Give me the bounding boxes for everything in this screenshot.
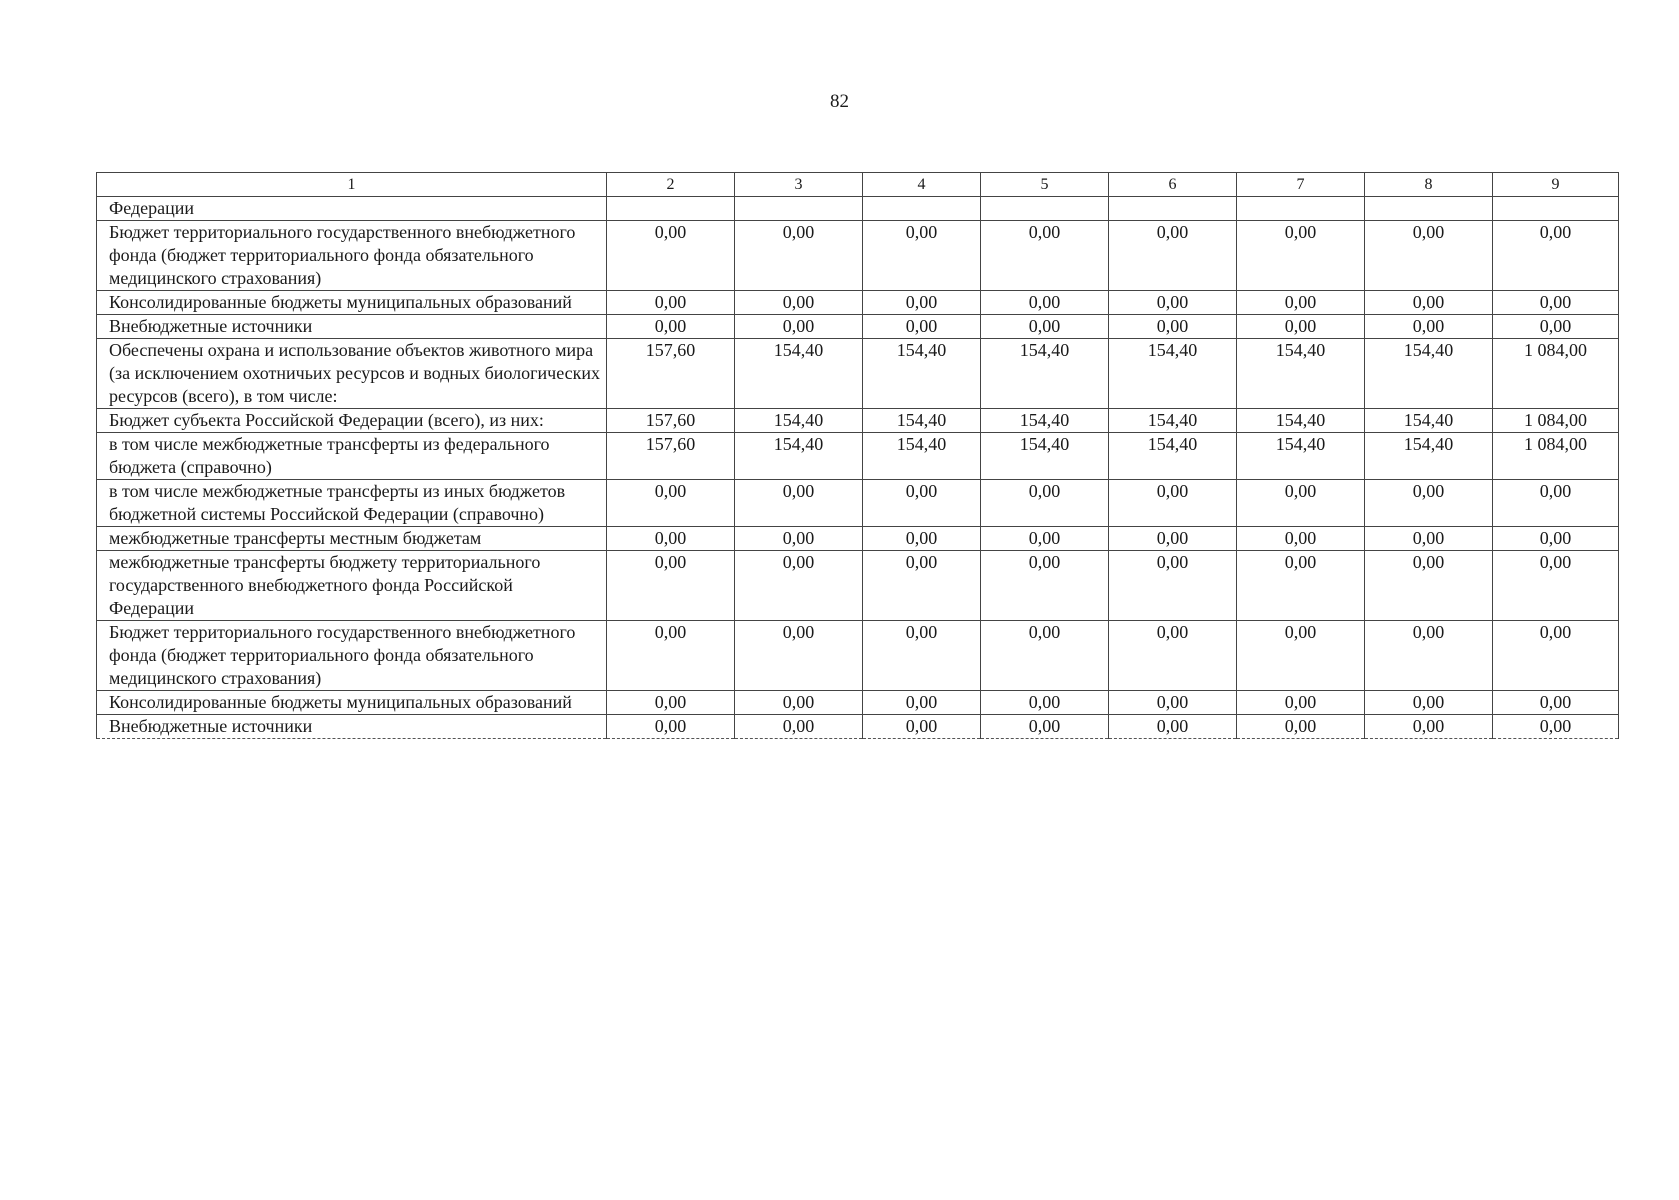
value-cell-col-6 bbox=[1109, 197, 1237, 221]
value-cell-col-6: 0,00 bbox=[1109, 291, 1237, 315]
value-cell-col-5: 154,40 bbox=[981, 433, 1109, 480]
value-cell-col-5: 0,00 bbox=[981, 691, 1109, 715]
column-header: 7 bbox=[1237, 173, 1365, 197]
table-row bbox=[97, 409, 1619, 433]
table-row bbox=[97, 691, 1619, 715]
row-label: в том числе межбюджетные трансферты из иных бюджетов бюджетной системы Российской Федерации (справочно) bbox=[97, 480, 607, 527]
column-header: 9 bbox=[1493, 173, 1619, 197]
value-cell-col-6: 0,00 bbox=[1109, 480, 1237, 527]
value-cell-col-7: 0,00 bbox=[1237, 691, 1365, 715]
value-cell-col-4: 0,00 bbox=[863, 221, 981, 291]
value-cell-col-9: 0,00 bbox=[1493, 291, 1619, 315]
table-row bbox=[97, 480, 1619, 527]
value-cell-col-4: 0,00 bbox=[863, 527, 981, 551]
value-cell-col-8: 154,40 bbox=[1365, 409, 1493, 433]
row-label: Обеспечены охрана и использование объектов животного мира (за исключением охотничьих ресурсов и водных биологических ресурсов (всего), в том числе: bbox=[97, 339, 607, 409]
table-row bbox=[97, 291, 1619, 315]
value-cell-col-5: 0,00 bbox=[981, 221, 1109, 291]
value-cell-col-7: 154,40 bbox=[1237, 409, 1365, 433]
value-cell-col-6: 154,40 bbox=[1109, 339, 1237, 409]
table-body bbox=[97, 173, 1619, 739]
table-header-row bbox=[97, 173, 1619, 197]
column-header: 5 bbox=[981, 173, 1109, 197]
row-label: Бюджет субъекта Российской Федерации (всего), из них: bbox=[97, 409, 607, 433]
row-label: Консолидированные бюджеты муниципальных образований bbox=[97, 291, 607, 315]
value-cell-col-4: 154,40 bbox=[863, 339, 981, 409]
value-cell-col-6: 0,00 bbox=[1109, 315, 1237, 339]
value-cell-col-8: 0,00 bbox=[1365, 291, 1493, 315]
table-row bbox=[97, 221, 1619, 291]
value-cell-col-2: 0,00 bbox=[607, 715, 735, 739]
page-number: 82 bbox=[830, 91, 849, 112]
value-cell-col-8: 154,40 bbox=[1365, 339, 1493, 409]
value-cell-col-9: 0,00 bbox=[1493, 315, 1619, 339]
value-cell-col-9: 0,00 bbox=[1493, 480, 1619, 527]
value-cell-col-3: 154,40 bbox=[735, 339, 863, 409]
value-cell-col-3: 0,00 bbox=[735, 291, 863, 315]
value-cell-col-4: 0,00 bbox=[863, 291, 981, 315]
value-cell-col-6: 0,00 bbox=[1109, 527, 1237, 551]
value-cell-col-2: 0,00 bbox=[607, 480, 735, 527]
table-row bbox=[97, 433, 1619, 480]
value-cell-col-5: 0,00 bbox=[981, 527, 1109, 551]
value-cell-col-3: 0,00 bbox=[735, 315, 863, 339]
value-cell-col-6: 0,00 bbox=[1109, 715, 1237, 739]
value-cell-col-7: 0,00 bbox=[1237, 551, 1365, 621]
column-header: 2 bbox=[607, 173, 735, 197]
row-label: межбюджетные трансферты бюджету территориального государственного внебюджетного фонда Российской Федерации bbox=[97, 551, 607, 621]
row-label: межбюджетные трансферты местным бюджетам bbox=[97, 527, 607, 551]
value-cell-col-2: 0,00 bbox=[607, 551, 735, 621]
value-cell-col-7: 0,00 bbox=[1237, 315, 1365, 339]
value-cell-col-9: 0,00 bbox=[1493, 221, 1619, 291]
value-cell-col-8: 0,00 bbox=[1365, 315, 1493, 339]
value-cell-col-2: 157,60 bbox=[607, 409, 735, 433]
value-cell-col-3: 0,00 bbox=[735, 715, 863, 739]
value-cell-col-5 bbox=[981, 197, 1109, 221]
value-cell-col-3: 0,00 bbox=[735, 621, 863, 691]
value-cell-col-2: 0,00 bbox=[607, 527, 735, 551]
value-cell-col-7: 154,40 bbox=[1237, 339, 1365, 409]
value-cell-col-6: 0,00 bbox=[1109, 621, 1237, 691]
value-cell-col-5: 0,00 bbox=[981, 291, 1109, 315]
value-cell-col-9: 0,00 bbox=[1493, 551, 1619, 621]
row-label: Консолидированные бюджеты муниципальных образований bbox=[97, 691, 607, 715]
value-cell-col-7: 0,00 bbox=[1237, 621, 1365, 691]
value-cell-col-7: 0,00 bbox=[1237, 291, 1365, 315]
value-cell-col-2: 0,00 bbox=[607, 291, 735, 315]
table-row bbox=[97, 621, 1619, 691]
value-cell-col-9: 0,00 bbox=[1493, 715, 1619, 739]
value-cell-col-6: 0,00 bbox=[1109, 691, 1237, 715]
column-header: 4 bbox=[863, 173, 981, 197]
value-cell-col-5: 0,00 bbox=[981, 480, 1109, 527]
value-cell-col-3: 0,00 bbox=[735, 221, 863, 291]
value-cell-col-5: 0,00 bbox=[981, 621, 1109, 691]
value-cell-col-8: 0,00 bbox=[1365, 621, 1493, 691]
row-label: Бюджет территориального государственного внебюджетного фонда (бюджет территориального фонда обязательного медицинского страхования) bbox=[97, 621, 607, 691]
value-cell-col-2: 0,00 bbox=[607, 315, 735, 339]
value-cell-col-6: 0,00 bbox=[1109, 221, 1237, 291]
row-label: Внебюджетные источники bbox=[97, 315, 607, 339]
value-cell-col-8: 0,00 bbox=[1365, 480, 1493, 527]
value-cell-col-5: 0,00 bbox=[981, 715, 1109, 739]
value-cell-col-8 bbox=[1365, 197, 1493, 221]
value-cell-col-6: 154,40 bbox=[1109, 409, 1237, 433]
table-row bbox=[97, 715, 1619, 739]
column-header: 3 bbox=[735, 173, 863, 197]
value-cell-col-4: 154,40 bbox=[863, 433, 981, 480]
value-cell-col-5: 154,40 bbox=[981, 409, 1109, 433]
value-cell-col-6: 154,40 bbox=[1109, 433, 1237, 480]
value-cell-col-7: 0,00 bbox=[1237, 480, 1365, 527]
value-cell-col-4: 0,00 bbox=[863, 621, 981, 691]
value-cell-col-8: 0,00 bbox=[1365, 691, 1493, 715]
row-label: в том числе межбюджетные трансферты из федерального бюджета (справочно) bbox=[97, 433, 607, 480]
table-row bbox=[97, 527, 1619, 551]
table-row bbox=[97, 551, 1619, 621]
column-header: 1 bbox=[97, 173, 607, 197]
value-cell-col-9: 0,00 bbox=[1493, 691, 1619, 715]
value-cell-col-8: 0,00 bbox=[1365, 551, 1493, 621]
value-cell-col-5: 0,00 bbox=[981, 551, 1109, 621]
value-cell-col-3: 0,00 bbox=[735, 691, 863, 715]
value-cell-col-3 bbox=[735, 197, 863, 221]
table-row bbox=[97, 315, 1619, 339]
value-cell-col-3: 0,00 bbox=[735, 527, 863, 551]
value-cell-col-7: 0,00 bbox=[1237, 527, 1365, 551]
value-cell-col-2 bbox=[607, 197, 735, 221]
value-cell-col-5: 0,00 bbox=[981, 315, 1109, 339]
value-cell-col-8: 0,00 bbox=[1365, 527, 1493, 551]
value-cell-col-9 bbox=[1493, 197, 1619, 221]
value-cell-col-7: 0,00 bbox=[1237, 221, 1365, 291]
value-cell-col-9: 0,00 bbox=[1493, 527, 1619, 551]
column-header: 6 bbox=[1109, 173, 1237, 197]
value-cell-col-3: 0,00 bbox=[735, 480, 863, 527]
value-cell-col-3: 154,40 bbox=[735, 433, 863, 480]
table-row bbox=[97, 339, 1619, 409]
value-cell-col-4: 0,00 bbox=[863, 480, 981, 527]
value-cell-col-4: 0,00 bbox=[863, 691, 981, 715]
column-header: 8 bbox=[1365, 173, 1493, 197]
value-cell-col-2: 0,00 bbox=[607, 691, 735, 715]
row-label: Бюджет территориального государственного внебюджетного фонда (бюджет территориального фонда обязательного медицинского страхования) bbox=[97, 221, 607, 291]
row-label: Федерации bbox=[97, 197, 607, 221]
value-cell-col-8: 0,00 bbox=[1365, 221, 1493, 291]
value-cell-col-8: 0,00 bbox=[1365, 715, 1493, 739]
value-cell-col-2: 157,60 bbox=[607, 433, 735, 480]
value-cell-col-9: 1 084,00 bbox=[1493, 409, 1619, 433]
value-cell-col-4 bbox=[863, 197, 981, 221]
value-cell-col-8: 154,40 bbox=[1365, 433, 1493, 480]
table-row bbox=[97, 197, 1619, 221]
value-cell-col-7: 0,00 bbox=[1237, 715, 1365, 739]
value-cell-col-9: 0,00 bbox=[1493, 621, 1619, 691]
value-cell-col-7: 154,40 bbox=[1237, 433, 1365, 480]
value-cell-col-3: 0,00 bbox=[735, 551, 863, 621]
value-cell-col-5: 154,40 bbox=[981, 339, 1109, 409]
row-label: Внебюджетные источники bbox=[97, 715, 607, 739]
value-cell-col-4: 0,00 bbox=[863, 551, 981, 621]
budget-table bbox=[96, 172, 1619, 739]
value-cell-col-2: 0,00 bbox=[607, 621, 735, 691]
value-cell-col-2: 157,60 bbox=[607, 339, 735, 409]
value-cell-col-6: 0,00 bbox=[1109, 551, 1237, 621]
value-cell-col-4: 0,00 bbox=[863, 315, 981, 339]
value-cell-col-7 bbox=[1237, 197, 1365, 221]
value-cell-col-9: 1 084,00 bbox=[1493, 433, 1619, 480]
value-cell-col-2: 0,00 bbox=[607, 221, 735, 291]
value-cell-col-9: 1 084,00 bbox=[1493, 339, 1619, 409]
value-cell-col-4: 0,00 bbox=[863, 715, 981, 739]
value-cell-col-3: 154,40 bbox=[735, 409, 863, 433]
value-cell-col-4: 154,40 bbox=[863, 409, 981, 433]
